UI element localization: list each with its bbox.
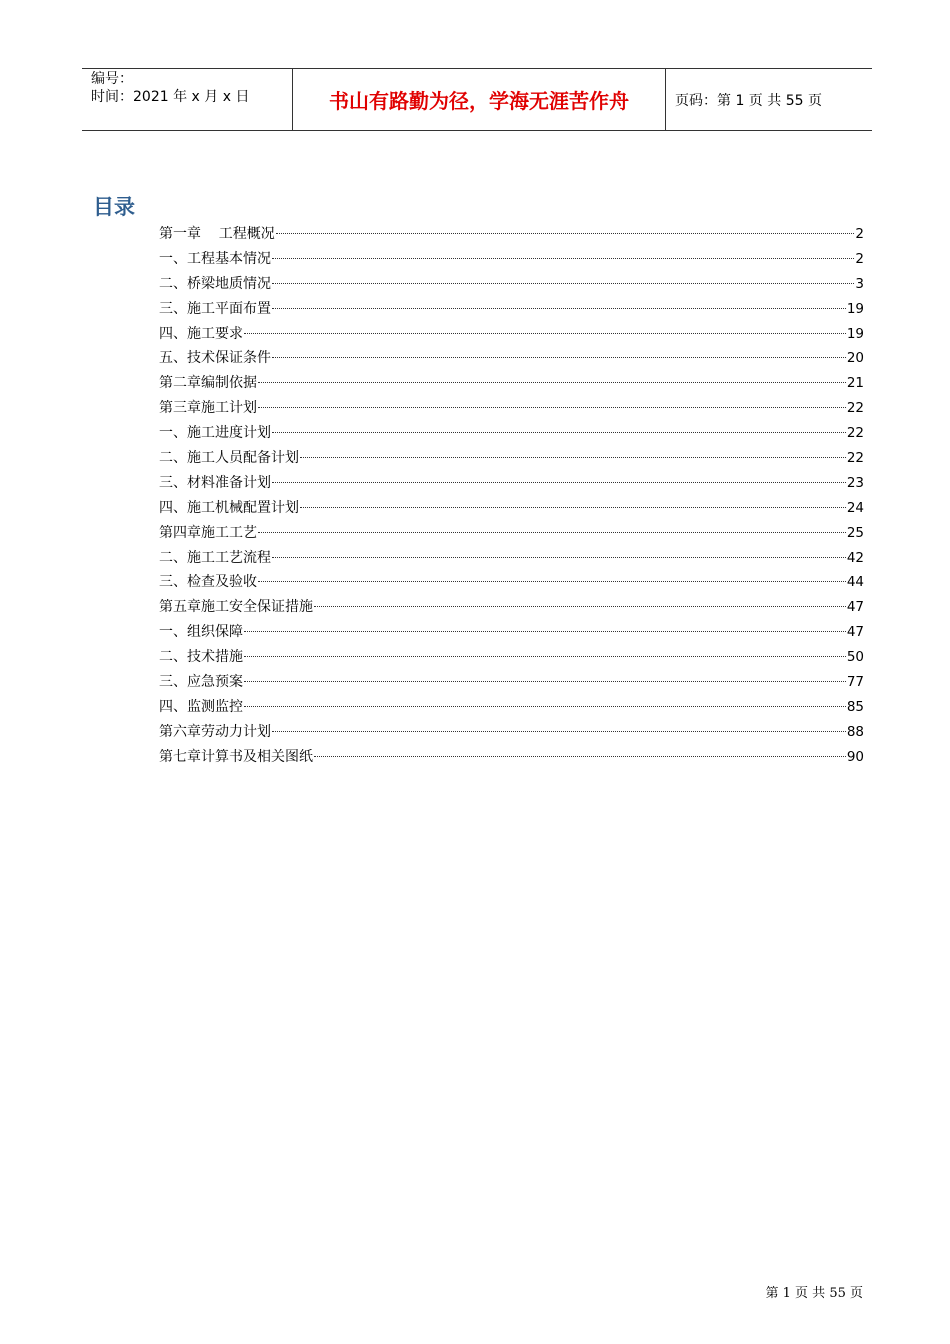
toc-entry-label: 第五章施工安全保证措施	[159, 599, 313, 616]
toc-entry[interactable]	[159, 546, 864, 571]
toc-entry-page: 19	[846, 300, 864, 317]
toc-entry-label: 二、桥梁地质情况	[159, 275, 271, 292]
toc-dot-leader	[244, 333, 846, 334]
toc-entry-page: 22	[846, 425, 864, 442]
toc-entry-page: 21	[846, 375, 864, 392]
page-footer: 第 1 页 共 55 页	[765, 1286, 863, 1301]
toc-entry-label: 三、施工平面布置	[159, 300, 271, 317]
toc-entry-page: 85	[846, 698, 864, 715]
toc-entry-label: 二、技术措施	[159, 649, 243, 666]
toc-dot-leader	[272, 731, 846, 732]
toc-entry[interactable]	[159, 620, 864, 645]
toc-entry-label: 一、施工进度计划	[159, 425, 271, 442]
toc-entry-label: 四、施工要求	[159, 325, 243, 342]
toc-entry-page: 24	[846, 499, 864, 516]
toc-entry[interactable]	[159, 371, 864, 396]
header-page-cell	[666, 69, 872, 130]
toc-entry-label: 二、施工工艺流程	[159, 549, 271, 566]
toc-dot-leader	[272, 308, 846, 309]
table-of-contents	[159, 222, 864, 770]
toc-dot-leader	[244, 681, 846, 682]
toc-entry[interactable]	[159, 396, 864, 421]
toc-dot-leader	[272, 432, 846, 433]
toc-entry[interactable]	[159, 247, 864, 272]
toc-entry-page: 23	[846, 474, 864, 491]
toc-entry-page: 88	[846, 723, 864, 740]
toc-dot-leader	[244, 706, 846, 707]
toc-entry[interactable]	[159, 471, 864, 496]
toc-entry-label: 四、施工机械配置计划	[159, 499, 299, 516]
toc-dot-leader	[272, 258, 854, 259]
toc-entry-label: 五、技术保证条件	[159, 350, 271, 367]
toc-dot-leader	[258, 532, 846, 533]
toc-entry-page: 47	[846, 599, 864, 616]
toc-entry-label: 第三章施工计划	[159, 400, 257, 417]
toc-title: 目录	[93, 195, 135, 219]
toc-entry[interactable]	[159, 222, 864, 247]
toc-entry-page: 90	[846, 748, 864, 765]
time-label: 时间：2021 年 x 月 x 日	[91, 89, 250, 105]
toc-entry-page: 77	[846, 674, 864, 691]
toc-entry[interactable]	[159, 322, 864, 347]
toc-entry-page: 22	[846, 400, 864, 417]
toc-dot-leader	[258, 581, 846, 582]
serial-label: 编号：	[91, 71, 133, 87]
page-header	[82, 68, 872, 131]
toc-dot-leader	[244, 631, 846, 632]
header-page-info: 页码：第 1 页 共 55 页	[675, 92, 822, 109]
toc-entry[interactable]	[159, 272, 864, 297]
toc-entry[interactable]	[159, 645, 864, 670]
toc-entry-page: 20	[846, 350, 864, 367]
toc-entry[interactable]	[159, 421, 864, 446]
toc-entry-page: 3	[855, 275, 864, 292]
toc-entry[interactable]	[159, 496, 864, 521]
toc-entry-label: 一、工程基本情况	[159, 250, 271, 267]
toc-dot-leader	[272, 357, 846, 358]
toc-entry-page: 47	[846, 624, 864, 641]
header-motto-cell	[293, 69, 666, 130]
header-info-cell	[82, 69, 293, 130]
toc-entry[interactable]	[159, 670, 864, 695]
toc-entry[interactable]	[159, 595, 864, 620]
toc-dot-leader	[276, 233, 855, 234]
toc-entry-label: 第一章 工程概况	[159, 226, 275, 242]
toc-dot-leader	[272, 557, 846, 558]
toc-entry-label: 四、监测监控	[159, 698, 243, 715]
toc-entry[interactable]	[159, 570, 864, 595]
toc-entry[interactable]	[159, 446, 864, 471]
toc-dot-leader	[314, 606, 846, 607]
toc-entry-label: 一、组织保障	[159, 624, 243, 641]
toc-entry-page: 42	[846, 549, 864, 566]
toc-entry-label: 三、材料准备计划	[159, 474, 271, 491]
toc-entry-page: 25	[846, 524, 864, 541]
toc-dot-leader	[258, 407, 846, 408]
toc-dot-leader	[272, 283, 854, 284]
toc-entry-page: 19	[846, 325, 864, 342]
toc-entry[interactable]	[159, 346, 864, 371]
toc-dot-leader	[300, 457, 846, 458]
toc-entry-label: 二、施工人员配备计划	[159, 450, 299, 467]
toc-entry[interactable]	[159, 695, 864, 720]
toc-entry[interactable]	[159, 297, 864, 322]
toc-entry-page: 2	[855, 250, 864, 267]
toc-dot-leader	[300, 507, 846, 508]
toc-entry-label: 第六章劳动力计划	[159, 723, 271, 740]
toc-entry-page: 2	[855, 226, 864, 242]
toc-dot-leader	[314, 756, 846, 757]
toc-entry[interactable]	[159, 745, 864, 770]
toc-entry-label: 第七章计算书及相关图纸	[159, 748, 313, 765]
toc-entry-page: 22	[846, 450, 864, 467]
toc-entry-label: 第二章编制依据	[159, 375, 257, 392]
toc-entry-label: 第四章施工工艺	[159, 524, 257, 541]
toc-entry-label: 三、应急预案	[159, 674, 243, 691]
toc-dot-leader	[272, 482, 846, 483]
toc-entry-page: 44	[846, 574, 864, 591]
toc-dot-leader	[258, 382, 846, 383]
toc-entry-label: 三、检查及验收	[159, 574, 257, 591]
toc-entry[interactable]	[159, 521, 864, 546]
toc-entry-page: 50	[846, 649, 864, 666]
toc-entry[interactable]	[159, 720, 864, 745]
toc-dot-leader	[244, 656, 846, 657]
motto-text: 书山有路勤为径，学海无涯苦作舟	[329, 89, 629, 113]
